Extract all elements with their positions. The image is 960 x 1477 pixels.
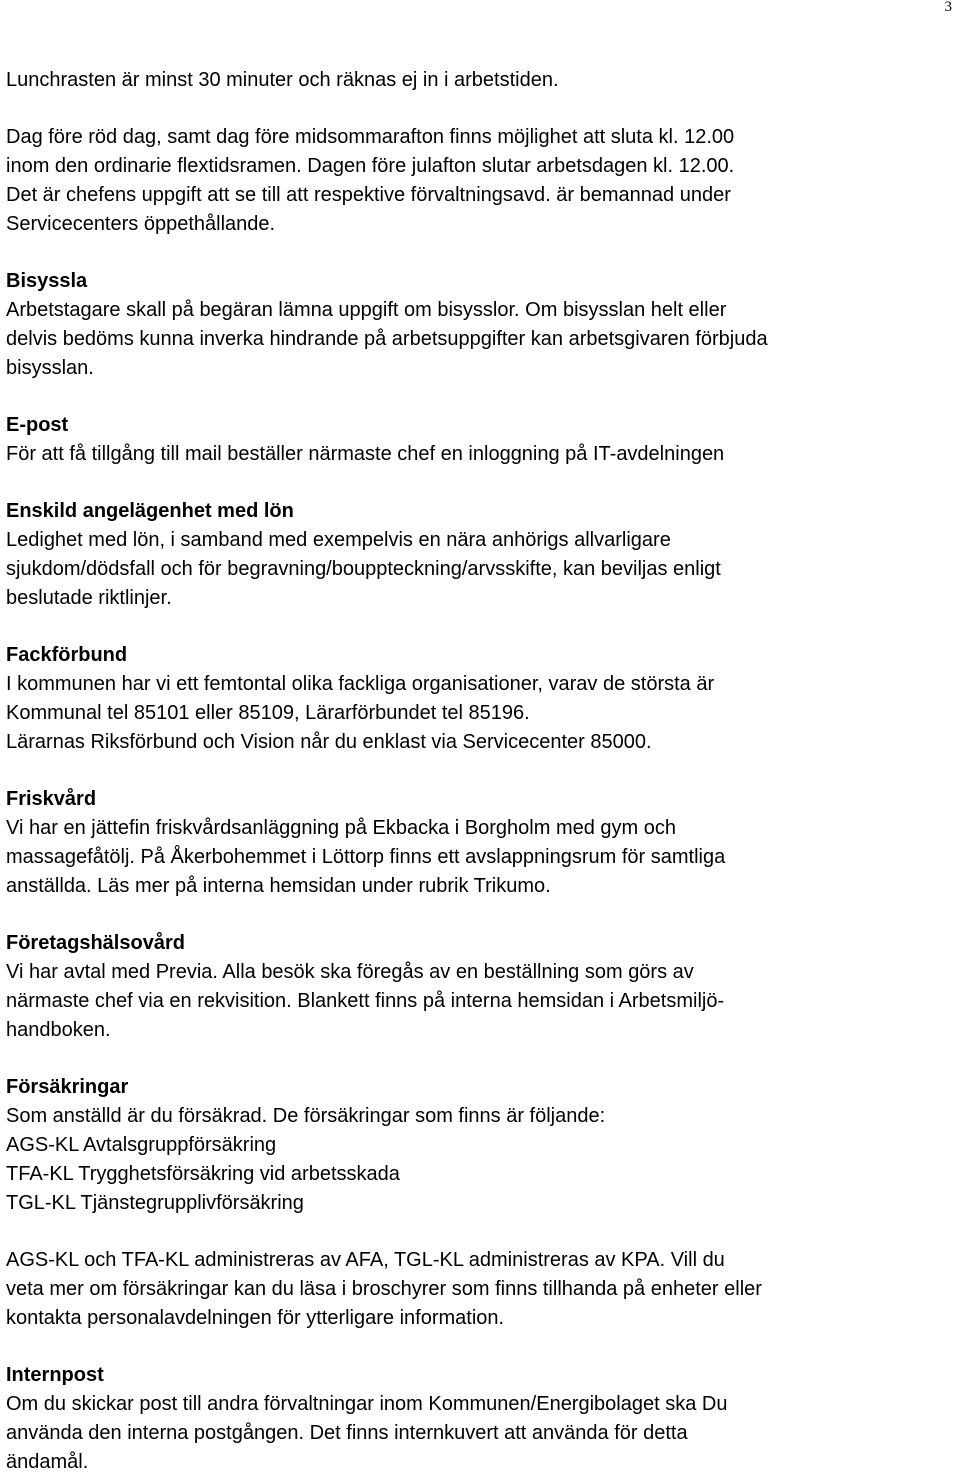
paragraph-line: närmaste chef via en rekvisition. Blankett finns på interna hemsidan i Arbetsmiljö- xyxy=(6,990,725,1012)
paragraph-line: Vi har en jättefin friskvårdsanläggning på Ekbacka i Borgholm med gym och xyxy=(6,817,676,839)
paragraph-line: handboken. xyxy=(6,1019,111,1041)
paragraph-line: Ledighet med lön, i samband med exempelvis en nära anhörigs allvarligare xyxy=(6,529,671,551)
document-body xyxy=(6,66,954,1477)
paragraph-line: delvis bedöms kunna inverka hindrande på arbetsuppgifter kan arbetsgivaren förbjuda xyxy=(6,328,768,350)
paragraph-line: AGS-KL och TFA-KL administreras av AFA, TGL-KL administreras av KPA. Vill du xyxy=(6,1249,725,1271)
section-lunch xyxy=(6,66,954,95)
paragraph-line: inom den ordinarie flextidsramen. Dagen före julafton slutar arbetsdagen kl. 12.00. xyxy=(6,155,735,177)
section-friskvard xyxy=(6,785,954,901)
paragraph-line: ändamål. xyxy=(6,1451,89,1473)
paragraph-line: Servicecenters öppethållande. xyxy=(6,213,276,235)
section-heading: Friskvård xyxy=(6,788,97,810)
section-heading: Enskild angelägenhet med lön xyxy=(6,500,294,522)
paragraph-line: veta mer om försäkringar kan du läsa i broschyrer som finns tillhanda på enheter eller xyxy=(6,1278,762,1300)
paragraph-line: För att få tillgång till mail beställer närmaste chef en inloggning på IT-avdelningen xyxy=(6,443,725,465)
section-heading: E-post xyxy=(6,414,69,436)
paragraph-line: Om du skickar post till andra förvaltningar inom Kommunen/Energibolaget ska Du xyxy=(6,1393,728,1415)
section-forsakringar_admin xyxy=(6,1246,954,1333)
section-heading: Bisyssla xyxy=(6,270,88,292)
paragraph-line: sjukdom/dödsfall och för begravning/bouppteckning/arvsskifte, kan beviljas enligt xyxy=(6,558,721,580)
paragraph-line: kontakta personalavdelningen för ytterligare information. xyxy=(6,1307,505,1329)
paragraph-line: Lärarnas Riksförbund och Vision når du enklast via Servicecenter 85000. xyxy=(6,731,652,753)
section-foretagshalsovard xyxy=(6,929,954,1045)
paragraph-line: Dag före röd dag, samt dag före midsommarafton finns möjlighet att sluta kl. 12.00 xyxy=(6,126,735,148)
paragraph-line: I kommunen har vi ett femtontal olika fackliga organisationer, varav de största är xyxy=(6,673,715,695)
paragraph-line: Det är chefens uppgift att se till att respektive förvaltningsavd. är bemannad under xyxy=(6,184,731,206)
section-heading: Internpost xyxy=(6,1364,104,1386)
section-heading: Företagshälsovård xyxy=(6,932,185,954)
section-forsakringar xyxy=(6,1073,954,1218)
section-heading: Fackförbund xyxy=(6,644,128,666)
section-internpost xyxy=(6,1361,954,1477)
paragraph-line: TGL-KL Tjänstegrupplivförsäkring xyxy=(6,1192,304,1214)
paragraph-line: Som anställd är du försäkrad. De försäkringar som finns är följande: xyxy=(6,1105,606,1127)
paragraph-line: TFA-KL Trygghetsförsäkring vid arbetsskada xyxy=(6,1163,400,1185)
paragraph-line: Kommunal tel 85101 eller 85109, Lärarförbundet tel 85196. xyxy=(6,702,530,724)
section-heading: Försäkringar xyxy=(6,1076,129,1098)
paragraph-line: AGS-KL Avtalsgruppförsäkring xyxy=(6,1134,277,1156)
section-bisyssla xyxy=(6,267,954,383)
paragraph-line: Arbetstagare skall på begäran lämna uppgift om bisysslor. Om bisysslan helt eller xyxy=(6,299,727,321)
section-holiday xyxy=(6,123,954,239)
section-epost xyxy=(6,411,954,469)
paragraph-line: beslutade riktlinjer. xyxy=(6,587,172,609)
page-number: 3 xyxy=(944,0,952,15)
section-enskild xyxy=(6,497,954,613)
paragraph-line: använda den interna postgången. Det finns internkuvert att använda för detta xyxy=(6,1422,688,1444)
section-fackforbund xyxy=(6,641,954,757)
paragraph-line: anställda. Läs mer på interna hemsidan under rubrik Trikumo. xyxy=(6,875,551,897)
paragraph-line: Lunchrasten är minst 30 minuter och räknas ej in i arbetstiden. xyxy=(6,69,559,91)
paragraph-line: massagefåtölj. På Åkerbohemmet i Löttorp finns ett avslappningsrum för samtliga xyxy=(6,846,726,868)
paragraph-line: Vi har avtal med Previa. Alla besök ska föregås av en beställning som görs av xyxy=(6,961,694,983)
paragraph-line: bisysslan. xyxy=(6,357,94,379)
